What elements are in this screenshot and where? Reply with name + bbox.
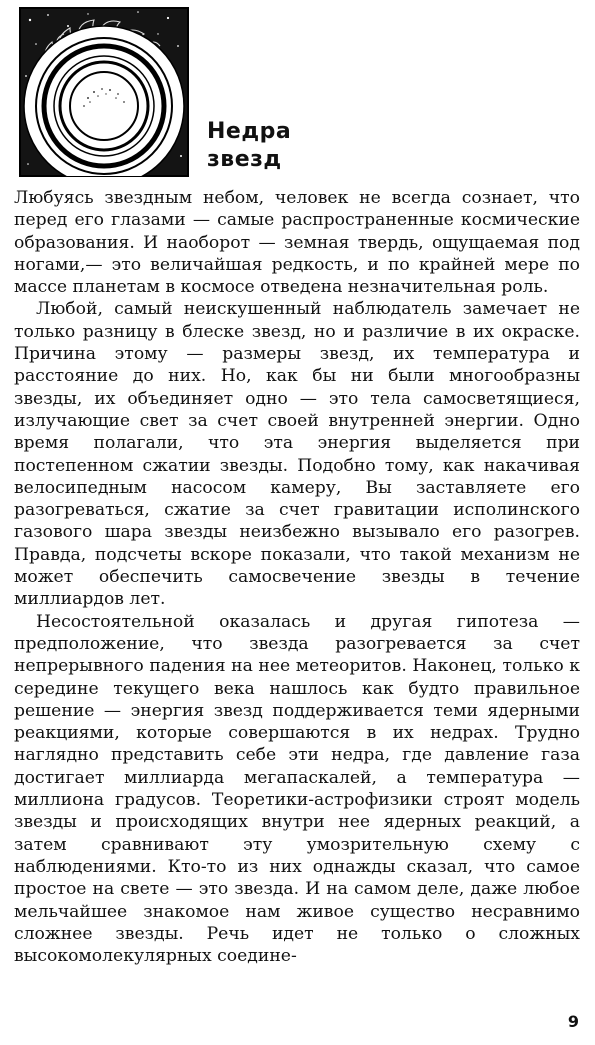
star-cross-section-icon: [18, 6, 190, 178]
paragraph-3: Несостоятельной оказалась и другая гипотеза — предположение, что звезда разогревается за счет непрерывного падения на нее метеоритов. Наконец, только к середине текущего века нашлось как будто правильное решение — энергия звезд поддерживается теми ядерными реакциями, которые совершаются в их недрах. Трудно наглядно представить себе эти недра, где давление газа достигает миллиарда мегапаскалей, а температура — миллиона градусов. Теоретики-астрофизики строят модель звезды и происходящих внутри нее ядерных реакций, а затем сравнивают эту умозрительную схему с наблюдениями. Кто-то из них однажды сказал, что самое простое на свете — это звезда. И на самом деле, даже любое мельчайшее знакомое нам живое существо несравнимо сложнее звезды. Речь идет не только о сложных высокомолекулярных соедине-: [14, 611, 580, 967]
paragraph-2: Любой, самый неискушенный наблюдатель замечает не только разницу в блеске звезд, но и различие в их окраске. Причина этому — размеры звезд, их температура и расстояние до них. Но, как бы ни были многообразны звезды, их объединяет одно — это тела самосветящиеся, излучающие свет за счет своей внутренней энергии. Одно время полагали, что эта энергия выделяется при постепенном сжатии звезды. Подобно тому, как накачивая велосипедным насосом камеру, Вы заставляете его разогреваться, сжатие за счет гравитации исполинского газового шара звезды неизбежно вызывало его разогрев. Правда, подсчеты вскоре показали, что такой механизм не может обеспечить самосвечение звезды в течение миллиардов лет.: [14, 299, 580, 610]
article-title: [207, 118, 291, 174]
article-body: [14, 187, 580, 967]
paragraph-1: Любуясь звездным небом, человек не всегда сознает, что перед его глазами — самые распространенные космические образования. И наоборот — земная твердь, ощущаемая под ногами,— это величайшая редкость, и по крайней мере по массе планетам в космосе отведена незначительная роль.: [14, 188, 580, 298]
article-title-line1: Недра: [207, 119, 292, 144]
page-number: 9: [567, 1012, 579, 1031]
article-title-line2: звезд: [207, 147, 282, 172]
